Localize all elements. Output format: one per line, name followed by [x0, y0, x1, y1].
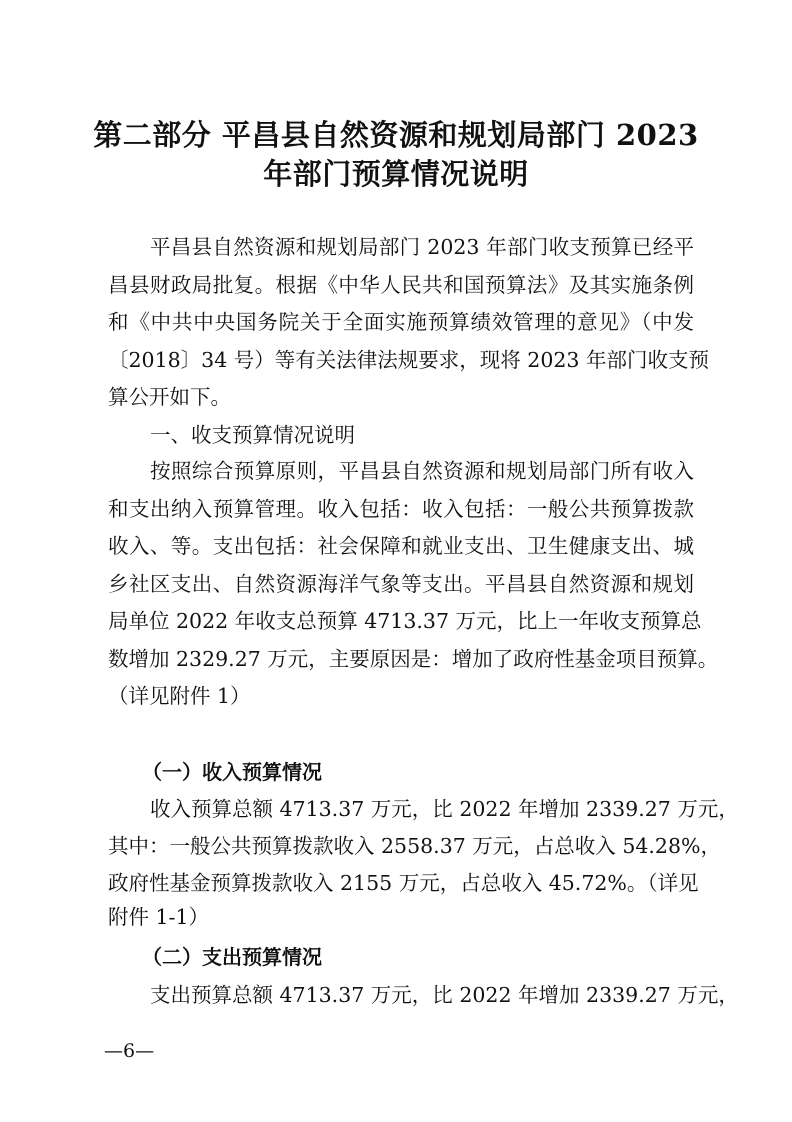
income-line: 其中：一般公共预算拨款收入 2558.37 万元，占总收入 54.28%，	[108, 834, 721, 858]
body-line: （详见附件 1）	[108, 684, 251, 708]
intro-line: 算公开如下。	[108, 385, 231, 409]
body-line: 和支出纳入预算管理。收入包括：收入包括：一般公共预算拨款	[108, 497, 694, 521]
section-heading: 一、收支预算情况说明	[150, 423, 355, 447]
intro-line: 昌县财政局批复。根据《中华人民共和国预算法》及其实施条例	[108, 273, 694, 297]
document-title-line-2: 年部门预算情况说明	[263, 157, 529, 191]
body-line: 收入、等。支出包括：社会保障和就业支出、卫生健康支出、城	[108, 534, 694, 558]
intro-line: 和《中共中央国务院关于全面实施预算绩效管理的意见》（中发	[108, 310, 694, 334]
expense-line: 支出预算总额 4713.37 万元，比 2022 年增加 2339.27 万元，	[150, 983, 739, 1007]
income-heading: （一）收入预算情况	[142, 760, 322, 784]
intro-line: 平昌县自然资源和规划局部门 2023 年部门收支预算已经平	[150, 235, 694, 259]
body-line: 局单位 2022 年收支总预算 4713.37 万元，比上一年收支预算总	[108, 609, 702, 633]
document-title-line-1: 第二部分 平昌县自然资源和规划局部门 2023	[93, 118, 699, 152]
expense-heading: （二）支出预算情况	[142, 945, 322, 969]
income-line: 收入预算总额 4713.37 万元，比 2022 年增加 2339.27 万元，	[150, 797, 739, 821]
income-line: 附件 1-1）	[108, 905, 210, 929]
body-line: 乡社区支出、自然资源海洋气象等支出。平昌县自然资源和规划	[108, 572, 694, 596]
page-number: —6—	[104, 1040, 155, 1062]
intro-line: 〔2018〕34 号）等有关法律法规要求，现将 2023 年部门收支预	[108, 348, 709, 372]
body-line: 数增加 2329.27 万元，主要原因是：增加了政府性基金项目预算。	[108, 647, 719, 671]
income-line: 政府性基金预算拨款收入 2155 万元，占总收入 45.72%。（详见	[108, 871, 699, 895]
body-line: 按照综合预算原则，平昌县自然资源和规划局部门所有收入	[150, 459, 694, 483]
